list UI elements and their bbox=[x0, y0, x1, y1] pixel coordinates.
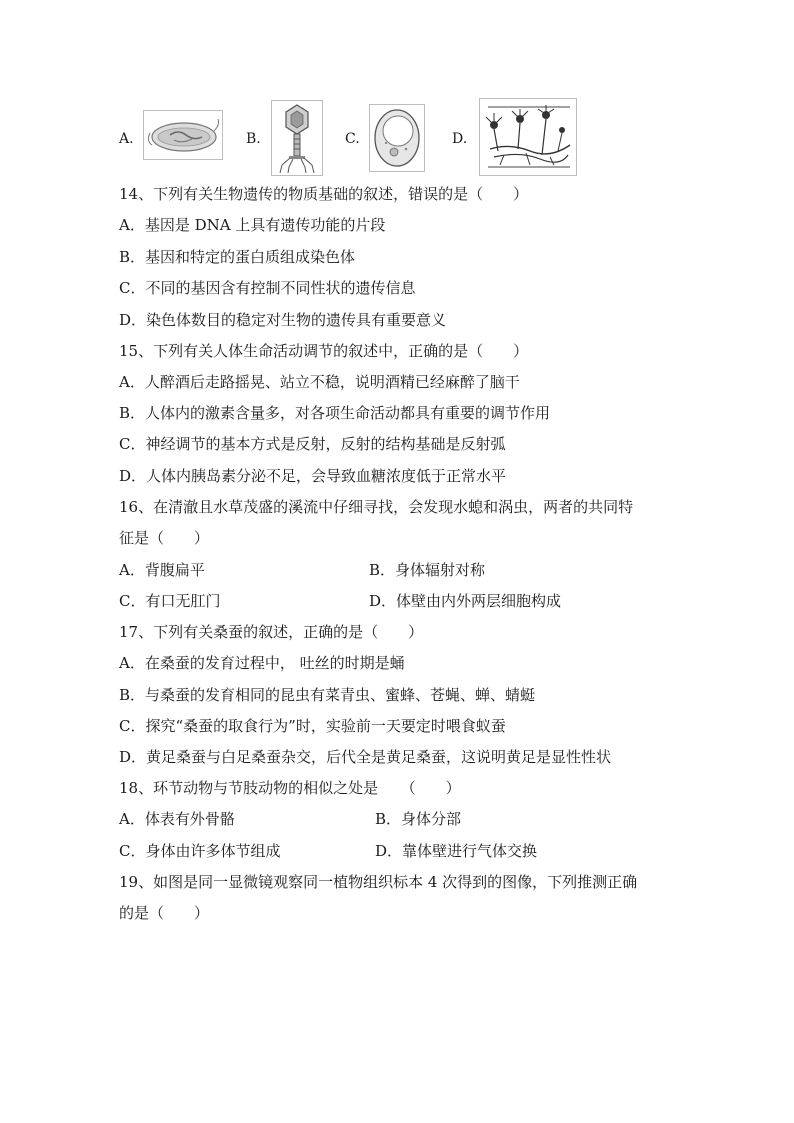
q18-option-a: A．体表有外骨骼 bbox=[119, 810, 235, 828]
q19-stem-line-1: 19、如图是同一显微镜观察同一植物组织标本 4 次得到的图像，下列推测正确 bbox=[119, 873, 638, 891]
q18-option-b: B．身体分部 bbox=[375, 810, 462, 828]
q19-stem-line-2: 的是（ ） bbox=[119, 904, 210, 922]
bacterium-icon bbox=[143, 110, 223, 160]
bacteriophage-icon bbox=[271, 100, 323, 176]
q16-option-a: A．背腹扁平 bbox=[119, 561, 205, 579]
q15-stem: 15、下列有关人体生命活动调节的叙述中，正确的是（ ） bbox=[119, 342, 529, 360]
q15-option-a: A．人醉酒后走路摇晃、站立不稳，说明酒精已经麻醉了脑干 bbox=[119, 373, 520, 391]
q14-option-d: D．染色体数目的稳定对生物的遗传具有重要意义 bbox=[119, 311, 447, 329]
q17-option-d: D．黄足桑蚕与白足桑蚕杂交，后代全是黄足桑蚕，这说明黄足是显性性状 bbox=[119, 748, 612, 766]
q17-stem: 17、下列有关桑蚕的叙述，正确的是（ ） bbox=[119, 623, 424, 641]
q18-stem: 18、环节动物与节肢动物的相似之处是 （ ） bbox=[119, 779, 461, 797]
q16-option-b: B．身体辐射对称 bbox=[369, 561, 486, 579]
q17-option-b: B．与桑蚕的发育相同的昆虫有菜青虫、蜜蜂、苍蝇、蝉、蜻蜓 bbox=[119, 686, 536, 704]
option-letter-b: B. bbox=[246, 131, 261, 147]
q14-option-b: B．基因和特定的蛋白质组成染色体 bbox=[119, 248, 356, 266]
q17-option-c: C．探究“桑蚕的取食行为”时，实验前一天要定时喂食蚁蚕 bbox=[119, 717, 506, 735]
q16-stem-line-2: 征是（ ） bbox=[119, 529, 210, 547]
yeast-cell-icon bbox=[369, 104, 425, 172]
option-letter-c: C. bbox=[345, 131, 360, 147]
option-letter-a: A. bbox=[119, 131, 134, 147]
q14-option-a: A．基因是 DNA 上具有遗传功能的片段 bbox=[119, 216, 386, 234]
q15-option-d: D．人体内胰岛素分泌不足，会导致血糖浓度低于正常水平 bbox=[119, 467, 507, 485]
q16-option-d: D．体壁由内外两层细胞构成 bbox=[369, 592, 562, 610]
mold-hyphae-icon bbox=[479, 98, 577, 176]
q16-option-c: C．有口无肛门 bbox=[119, 592, 221, 610]
q18-option-d: D．靠体壁进行气体交换 bbox=[375, 842, 538, 860]
q14-option-c: C．不同的基因含有控制不同性状的遗传信息 bbox=[119, 279, 416, 297]
q17-option-a: A．在桑蚕的发育过程中， 吐丝的时期是蛹 bbox=[119, 654, 405, 672]
q16-stem-line-1: 16、在清澈且水草茂盛的溪流中仔细寻找，会发现水螅和涡虫，两者的共同特 bbox=[119, 498, 634, 516]
image-options-row bbox=[0, 96, 794, 178]
q15-option-b: B．人体内的激素含量多，对各项生命活动都具有重要的调节作用 bbox=[119, 404, 551, 422]
option-letter-d: D. bbox=[452, 131, 468, 147]
q14-stem: 14、下列有关生物遗传的物质基础的叙述，错误的是（ ） bbox=[119, 185, 529, 203]
q18-option-c: C．身体由许多体节组成 bbox=[119, 842, 281, 860]
q15-option-c: C．神经调节的基本方式是反射，反射的结构基础是反射弧 bbox=[119, 435, 506, 453]
